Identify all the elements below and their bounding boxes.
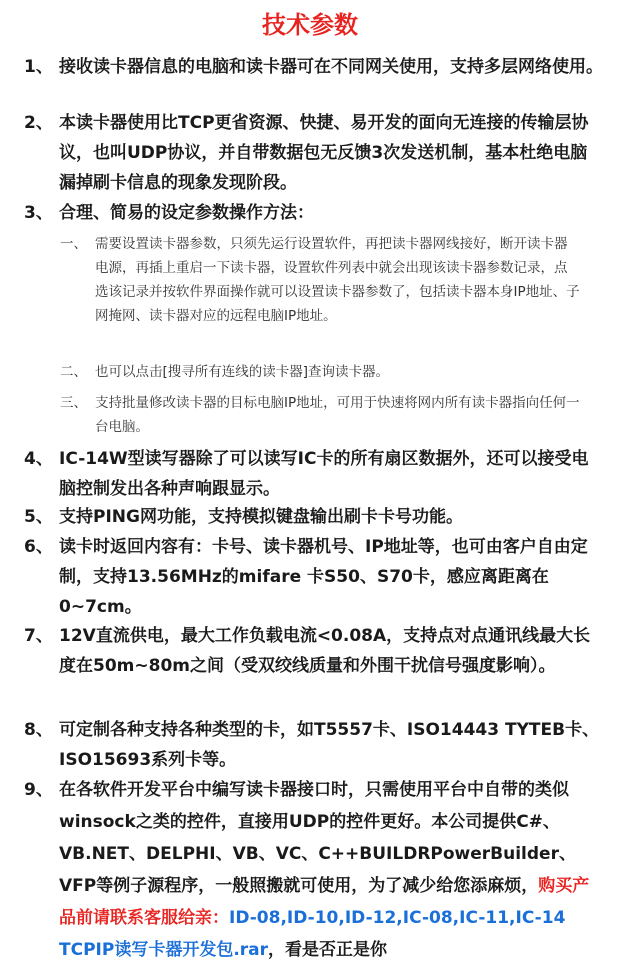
page-title: 技术参数 (262, 11, 358, 39)
download-link[interactable]: ID-08,ID-10,ID-12,IC-08,IC-11,IC-14 TCPIP读写卡器开发包.rar (59, 908, 566, 960)
sub-item-text: 支持批量修改读卡器的目标电脑IP地址，可用于快速将网内所有读卡器指向任何一台电脑。 (95, 395, 580, 435)
item-text: 可定制各种支持各种类型的卡，如T5557卡、ISO14443 TYTEB卡、ISO15693系列卡等。 (59, 720, 600, 770)
item-text: 12V直流供电，最大工作负载电流<0.08A，支持点对点通讯线最大长度在50m~80m之间（受双绞线质量和外围干扰信号强度影响）。 (59, 626, 591, 676)
item-text: IC-14W型读写器除了可以读写IC卡的所有扇区数据外，还可以接受电脑控制发出各种声响跟显示。 (59, 449, 589, 499)
list-item-6 (24, 532, 604, 622)
list-item-3 (24, 198, 604, 228)
item-number: 7、 (24, 626, 53, 646)
sub-item-2 (60, 360, 580, 384)
contact-notice: 购买产品前请联系客服给亲： (59, 876, 590, 928)
list-item-9 (24, 774, 604, 966)
item-text-tail: ，看是否正是你 (268, 940, 388, 960)
item-number: 1、 (24, 57, 53, 77)
item-number: 8、 (24, 720, 53, 740)
sub-item-mark: 一、 (60, 236, 87, 252)
list-item-1 (24, 52, 604, 82)
item-text-body: 在各软件开发平台中编写读卡器接口时，只需使用平台中自带的类似winsock之类的控件，直接用UDP的控件更好。本公司提供C#、VB.NET、DELPHI、VB、VC、C++BUILDRPowerBuilder、VFP等例子源程序，一般照搬就可使用，为了减少给您添麻烦， (59, 780, 576, 896)
list-item-8 (24, 715, 604, 775)
sub-item-text: 需要设置读卡器参数，只须先运行设置软件，再把读卡器网线接好，断开读卡器电源，再插上重启一下读卡器，设置软件列表中就会出现该读卡器参数记录，点选该记录并按软件界面操作就可以设置读卡器参数了，包括读卡器本身IP地址、子网掩网、读卡器对应的远程电脑IP地址。 (95, 236, 580, 324)
item-text (59, 774, 604, 966)
sub-item-mark: 三、 (60, 395, 87, 411)
list-item-2 (24, 108, 604, 198)
item-number: 4、 (24, 449, 53, 469)
sub-item-text: 也可以点击[搜寻所有连线的读卡器]查询读卡器。 (95, 364, 390, 380)
sub-item-3 (60, 391, 580, 439)
list-item-7 (24, 621, 604, 681)
sub-item-mark: 二、 (60, 364, 87, 380)
item-number: 5、 (24, 507, 53, 527)
item-text: 合理、简易的设定参数操作方法： (59, 203, 314, 223)
item-text: 接收读卡器信息的电脑和读卡器可在不同网关使用，支持多层网络使用。 (59, 57, 603, 77)
item-number: 6、 (24, 537, 53, 557)
item-text: 读卡时返回内容有：卡号、读卡器机号、IP地址等，也可由客户自由定制，支持13.56MHz的mifare 卡S50、S70卡，感应离距离在0~7cm。 (59, 537, 588, 617)
item-number: 3、 (24, 203, 53, 223)
item-text: 支持PING网功能，支持模拟键盘输出刷卡卡号功能。 (59, 507, 463, 527)
item-number: 9、 (24, 780, 53, 800)
item-text: 本读卡器使用比TCP更省资源、快捷、易开发的面向无连接的传输层协议，也叫UDP协议，并自带数据包无反馈3次发送机制，基本杜绝电脑漏掉刷卡信息的现象发现阶段。 (59, 113, 589, 193)
sub-item-1 (60, 232, 580, 328)
list-item-4 (24, 444, 604, 504)
list-item-5 (24, 502, 604, 532)
item-number: 2、 (24, 113, 53, 133)
